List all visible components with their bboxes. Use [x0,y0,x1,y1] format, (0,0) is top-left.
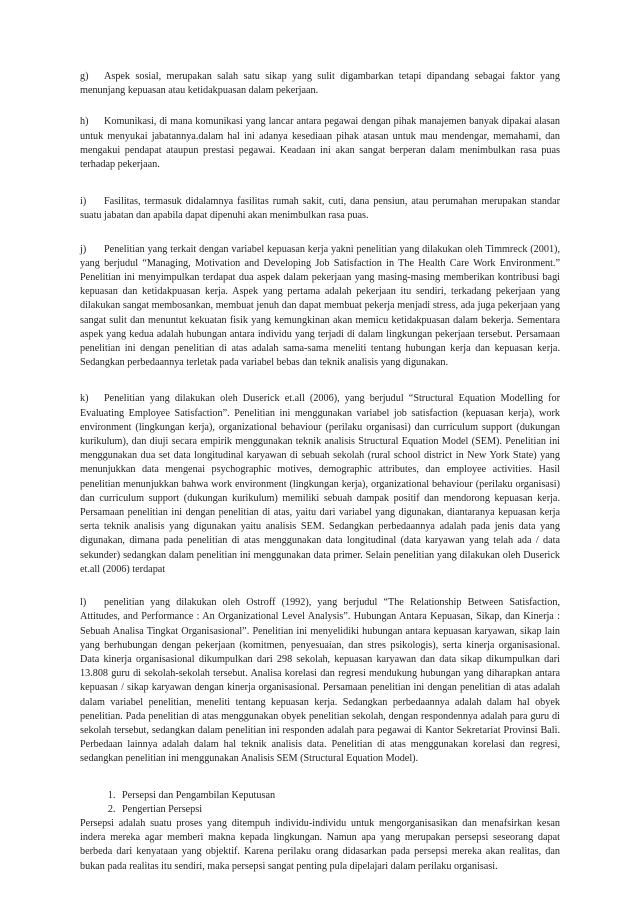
list-item: 1. Persepsi dan Pengambilan Keputusan [118,789,560,803]
paragraph-label: g) [80,71,89,82]
paragraph-l [80,596,560,766]
paragraph-text: Penelitian yang dilakukan oleh Duserick et.all (2006), yang berjudul “Structural Equation Modelling for Evaluating Employee Satisfaction”. Penelitian ini menggunakan variabel job satisfaction (kepuasan kerja), work environment (lingkungan kerja), organizational behaviour (perilaku organisasi) dan curriculum support (dukungan kurikulum), dan diuji secara empirik menggunakan teknik analisis Structural Equation Model (SEM). Penelitian ini menggunakan dua set data longitudinal karyawan di sebuah sekolah (rural school district in New York State) yang menunjukkan data mengenai psychographic motives, demographic attributes, dan employee activities. Hasil penelitian menunjukkan bahwa work environment (lingkungan kerja), organizational behaviour (perilaku organisasi) dan curriculum support (dukungan kurikulum) memiliki sebuah dampak positif dan mendorong kepuasan kerja. Persamaan penelitian ini dengan penelitian di atas, yaitu dari variabel yang digunakan, diantaranya kepuasan kerja serta teknik analisis yang digunakan yaitu analisis SEM. Sedangkan perbedaannya adalah pada jenis data yang digunakan, dimana pada penelitian di atas menggunakan data longitudinal (data karyawan yang telah ada / data sekunder) sedangkan dalam penelitian ini menggunakan data primer. Selain penelitian yang dilakukan oleh Duserick et.all (2006) terdapat [80,393,560,575]
paragraph-g [80,70,560,98]
paragraph-label: i) [80,196,87,208]
paragraph-label: l) [80,597,87,609]
paragraph-k [80,392,560,577]
list-item: 2. Pengertian Persepsi [118,803,560,817]
paragraph-label: j) [80,243,87,255]
closing-paragraph: Persepsi adalah suatu proses yang ditempuh individu-individu untuk mengorganisasikan dan menafsirkan kesan indera mereka agar memberi makna kepada lingkungan. Namun apa yang merupakan persepsi seseorang dapat berbeda dari kenyataan yang objektif. Karena perilaku orang didasarkan pada persepsi mereka akan realitas, dan bukan pada realitas itu sendiri, maka persepsi sangat penting pula dipelajari dalam perilaku organisasi. [80,817,560,872]
paragraph-text: Penelitian yang terkait dengan variabel kepuasan kerja yakni penelitian yang dilakukan oleh Timmreck (2001), yang berjudul “Managing, Motivation and Developing Job Satisfaction in The Health Care Work Environment.” Penelitian ini menyimpulkan terdapat dua aspek dalam pekerjaan yang masing-masing memberikan kontribusi bagi kepuasan dan ketidakpuasan kerja. Aspek yang pertama adalah pekerjaan itu sendiri, terkadang pekerjaan yang dilakukan sangat membosankan, membuat jenuh dan dapat membuat pekerja menjadi stress, ada juga pekerjaan yang sangat sulit dan menuntut kekuatan fisik yang kemungkinan akan memicu ketidakpuasan dalam bekerja. Sementara aspek yang kedua adalah hubungan antara individu yang terjadi di dalam lingkungan pekerjaan tersebut. Persamaan penelitian ini dengan penelitian di atas adalah sama-sama meneliti tentang hubungan kerja dan kepuasan kerja. Sedangkan perbedaannya terletak pada variabel bebas dan teknik analisis yang digunakan. [80,243,560,369]
paragraph-i [80,195,560,223]
paragraph-text: penelitian yang dilakukan oleh Ostroff (1992), yang berjudul “The Relationship Between Satisfaction, Attitudes, and Performance : An Organizational Level Analysis”. Hubungan Antara Kepuasan, Sikap, dan Kinerja : Sebuah Analisa Tingkat Organisasional”. Penelitian ini menyelidiki hubungan antara kepuasan karyawan, sikap lain yang berhubungan dengan pekerjaan (komitmen, penyesuaian, dan stres psikologis), serta kinerja organisasional. Data kinerja organisasional dikumpulkan dari 298 sekolah, kepuasan karyawan dan data sikap dikumpulkan dari 13.808 guru di sekolah-sekolah tersebut. Analisa korelasi dan regresi mendukung hubungan yang diharapkan antara kepuasan / sikap karyawan dengan kinerja organisasional. Persamaan penelitian ini dengan penelitian di atas adalah dalam variabel penelitian, meneliti tentang kepuasan kerja. Sedangkan perbedaannya adalah dalam hal obyek penelitian. Pada penelitian di atas menggunakan obyek penelitian sekolah, dengan respondennya adalah para guru di sekolah tersebut, sedangkan dalam penelitian ini responden adalah para pegawai di Kantor Sekretariat Provinsi Bali. Perbedaan lainnya adalah dalam hal teknik analisis data. Penelitian di atas menggunakan korelasi dan regresi, sedangkan penelitian ini menggunakan Analisis SEM (Structural Equation Model). [80,597,560,765]
paragraph-h [80,115,560,172]
document-body [80,70,560,874]
paragraph-label: k) [80,393,89,405]
paragraph-text: Fasilitas, termasuk didalamnya fasilitas rumah sakit, cuti, dana pensiun, atau perumahan merupakan standar suatu jabatan dan apabila dapat dipenuhi akan menimbulkan rasa puas. [80,196,560,222]
paragraph-text: Komunikasi, di mana komunikasi yang lancar antara pegawai dengan pihak manajemen banyak dipakai alasan untuk menyukai jabatannya.dalam hal ini adanya kesediaan pihak atasan untuk mau mendengar, memahami, dan mengakui pendapat ataupun prestasi pegawai. Keadaan ini akan sangat berperan dalam menimbulkan rasa puas terhadap pekerjaan. [80,116,560,171]
paragraph-text: Aspek sosial, merupakan salah satu sikap yang sulit digambarkan tetapi dipandang sebagai faktor yang menunjang kepuasan atau ketidakpuasan dalam pekerjaan. [80,71,560,97]
paragraph-j [80,243,560,371]
paragraph-label: h) [80,116,89,128]
numbered-list [80,789,560,817]
